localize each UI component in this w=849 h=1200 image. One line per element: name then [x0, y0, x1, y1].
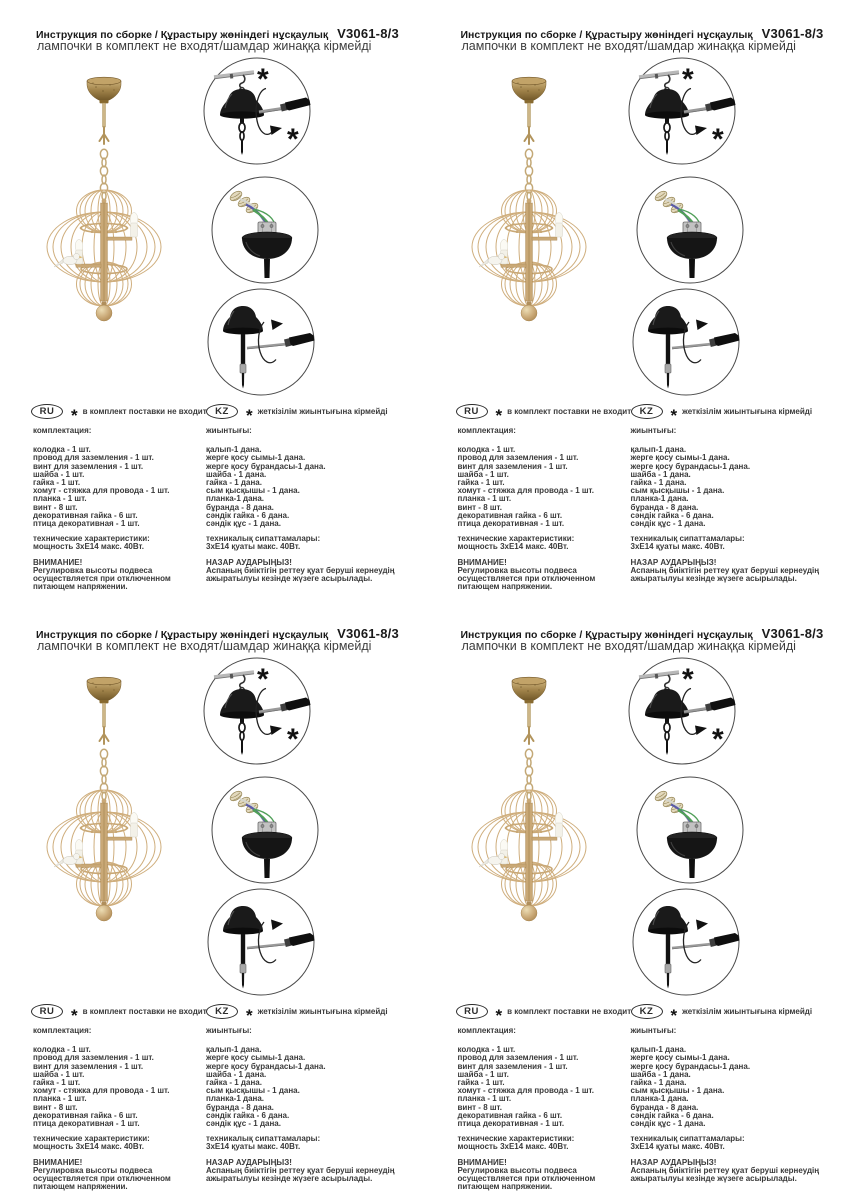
part-item: гайка - 1 дана. [206, 1078, 262, 1088]
part-item: колодка - 1 шт. [33, 1045, 91, 1055]
kz-footnote-text: жеткізілім жиынтығына кірмейді [257, 1007, 388, 1016]
footnote-asterisk: * [257, 63, 269, 96]
part-item: жерге қосу сымы-1 дана. [630, 453, 730, 463]
title-text: Инструкция по сборке / Құрастыру жөніндегі нұсқаулық [36, 629, 329, 641]
kz-warning-text: Аспаның биіктігін реттеу қуат беруші кернеудің ажыратылуы кезінде жүзеге асырылады. [206, 565, 395, 584]
footnote-asterisk: * [287, 123, 299, 156]
footnote-asterisk: * [246, 1005, 253, 1025]
part-item: хомут - стяжка для провода - 1 шт. [33, 486, 170, 496]
footnote-asterisk: * [287, 723, 299, 756]
part-item: бұранда - 8 дана. [630, 502, 699, 512]
kz-warning-title: НАЗАР АУДАРЫҢЫЗ! [630, 1157, 717, 1167]
instruction-subtitle: лампочки в комплект не входят/шамдар жинаққа кірмейді [461, 639, 796, 653]
part-item: гайка - 1 шт. [457, 478, 505, 488]
footnote-asterisk: * [711, 723, 724, 756]
part-item: провод для заземления - 1 шт. [33, 1053, 154, 1063]
ru-tech-title: технические характеристики: [33, 534, 150, 544]
part-item: планка - 1 шт. [33, 494, 87, 504]
ru-tech-value: мощность 3хЕ14 макс. 40Вт. [457, 542, 569, 552]
ru-badge: RU [31, 1004, 63, 1019]
assembly-step-1-diagram [627, 56, 737, 166]
kz-list-title: жиынтығы: [206, 426, 252, 435]
ru-warning-title: ВНИМАНИЕ! [33, 557, 83, 567]
assembly-step-1-diagram [202, 656, 312, 766]
part-item: сым қысқышы - 1 дана. [630, 1086, 725, 1096]
model-number: V3061-8/3 [761, 626, 824, 641]
kz-footnote-text: жеткізілім жиынтығына кірмейді [682, 407, 813, 416]
model-number: V3061-8/3 [337, 626, 399, 641]
ru-footnote-text: в комплект поставки не входит [82, 1007, 207, 1016]
kz-footnote [206, 1003, 388, 1025]
kz-tech-title: техникалық сипаттамалары: [630, 1134, 745, 1144]
assembly-step-2-diagram [210, 775, 320, 885]
ru-parts-column [33, 1027, 205, 1191]
part-item: шайба - 1 дана. [630, 469, 691, 479]
ru-warning-title: ВНИМАНИЕ! [457, 557, 507, 567]
kz-badge: KZ [631, 1004, 663, 1019]
part-item: птица декоративная - 1 шт. [457, 519, 565, 529]
part-item: сым қысқышы - 1 дана. [206, 1086, 300, 1096]
part-item: сәндік гайка - 6 дана. [630, 1110, 714, 1120]
part-item: жерге қосу бұрандасы-1 дана. [206, 461, 326, 471]
part-item: декоративная гайка - 6 шт. [457, 1110, 563, 1120]
part-item: қалып-1 дана. [206, 445, 262, 455]
ru-footnote [456, 403, 632, 425]
kz-warning [631, 559, 836, 584]
part-item: провод для заземления - 1 шт. [457, 1053, 579, 1063]
kz-warning-text: Аспаның биіктігін реттеу қуат беруші кернеудің ажыратылуы кезінде жүзеге асырылады. [206, 1165, 395, 1184]
part-item: жерге қосу бұрандасы-1 дана. [630, 461, 751, 471]
part-item: сәндік гайка - 6 дана. [206, 1110, 290, 1120]
part-item: гайка - 1 шт. [33, 478, 81, 488]
part-item: шайба - 1 дана. [206, 469, 267, 479]
kz-warning-text: Аспаның биіктігін реттеу қуат беруші кернеудің ажыратылуы кезінде жүзеге асырылады. [630, 1165, 820, 1184]
part-item: шайба - 1 шт. [33, 1069, 85, 1079]
assembly-step-3-diagram [206, 887, 316, 997]
part-item: сәндік құс - 1 дана. [630, 1119, 706, 1129]
ru-parts-column [458, 1027, 630, 1191]
kz-list-title: жиынтығы: [206, 1026, 252, 1035]
assembly-step-1-diagram [627, 656, 737, 766]
kz-warning-title: НАЗАР АУДАРЫҢЫЗ! [206, 1157, 292, 1167]
title-text: Инструкция по сборке / Құрастыру жөніндегі нұсқаулық [460, 629, 753, 641]
canopy-icon [87, 677, 121, 703]
footnote-asterisk: * [257, 663, 269, 696]
part-item: декоративная гайка - 6 шт. [457, 510, 563, 520]
kz-tech-specs [631, 535, 836, 551]
part-item: планка-1 дана. [630, 1094, 689, 1104]
model-number: V3061-8/3 [761, 26, 824, 41]
kz-tech-title: техникалық сипаттамалары: [630, 534, 745, 544]
assembly-step-2-diagram [635, 775, 745, 885]
ru-footnote [31, 1003, 207, 1025]
ru-parts-column [458, 427, 630, 591]
footnote-asterisk: * [670, 405, 678, 425]
ru-badge: RU [456, 404, 488, 419]
kz-footnote [631, 403, 813, 425]
kz-warning-text: Аспаның биіктігін реттеу қуат беруші кернеудің ажыратылуы кезінде жүзеге асырылады. [630, 565, 820, 584]
part-item: птица декоративная - 1 шт. [33, 1119, 140, 1129]
part-item: гайка - 1 дана. [630, 478, 687, 488]
part-item: бұранда - 8 дана. [206, 502, 274, 512]
kz-warning [631, 1159, 836, 1184]
footnote-asterisk: * [711, 123, 724, 156]
part-item: винт - 8 шт. [457, 1102, 502, 1112]
part-item: жерге қосу бұрандасы-1 дана. [630, 1061, 751, 1071]
part-item: қалып-1 дана. [630, 1045, 687, 1055]
footnote-asterisk: * [495, 1005, 503, 1025]
chandelier-illustration [30, 70, 190, 330]
part-item: планка-1 дана. [630, 494, 689, 504]
kz-tech-value: 3хЕ14 қуаты макс. 40Вт. [630, 1142, 725, 1152]
ru-tech-title: технические характеристики: [457, 534, 575, 544]
instruction-subtitle: лампочки в комплект не входят/шамдар жинаққа кірмейді [461, 39, 796, 53]
part-item: винт для заземления - 1 шт. [33, 461, 144, 471]
part-item: шайба - 1 дана. [630, 1069, 691, 1079]
ru-warning [33, 1159, 205, 1192]
chandelier-illustration [455, 70, 615, 330]
kz-badge: KZ [631, 404, 663, 419]
assembly-step-2-diagram [635, 175, 745, 285]
part-item: гайка - 1 шт. [457, 1078, 505, 1088]
ru-warning-text: Регулировка высоты подвеса осуществляется при отключенном питающем напряжении. [457, 1165, 596, 1192]
kz-tech-value: 3хЕ14 қуаты макс. 40Вт. [206, 542, 301, 552]
ru-warning [458, 559, 630, 592]
part-item: винт - 8 шт. [33, 502, 78, 512]
kz-tech-value: 3хЕ14 қуаты макс. 40Вт. [630, 542, 725, 552]
ru-warning-title: ВНИМАНИЕ! [457, 1157, 507, 1167]
kz-warning [206, 559, 411, 584]
ru-tech-specs [33, 1135, 205, 1151]
part-item: колодка - 1 шт. [33, 445, 91, 455]
footnote-asterisk: * [246, 405, 253, 425]
instruction-subtitle: лампочки в комплект не входят/шамдар жинаққа кірмейді [37, 39, 372, 53]
part-item: шайба - 1 шт. [457, 469, 509, 479]
part-item: сәндік құс - 1 дана. [206, 519, 281, 529]
ru-warning-title: ВНИМАНИЕ! [33, 1157, 83, 1167]
part-item: сым қысқышы - 1 дана. [206, 486, 300, 496]
part-item: декоративная гайка - 6 шт. [33, 510, 138, 520]
part-item: провод для заземления - 1 шт. [457, 453, 579, 463]
ru-tech-value: мощность 3хЕ14 макс. 40Вт. [33, 1142, 144, 1152]
part-item: жерге қосу сымы-1 дана. [206, 453, 306, 463]
ru-footnote-text: в комплект поставки не входит [507, 1007, 632, 1016]
part-item: провод для заземления - 1 шт. [33, 453, 154, 463]
kz-list-title: жиынтығы: [630, 1026, 677, 1035]
kz-footnote [631, 1003, 813, 1025]
part-item: жерге қосу бұрандасы-1 дана. [206, 1061, 326, 1071]
part-item: сәндік құс - 1 дана. [630, 519, 706, 529]
kz-parts-column [206, 1027, 411, 1183]
part-item: планка - 1 шт. [457, 1094, 512, 1104]
model-number: V3061-8/3 [337, 26, 399, 41]
footnote-asterisk: * [71, 405, 78, 425]
part-item: бұранда - 8 дана. [630, 1102, 699, 1112]
part-item: жерге қосу сымы-1 дана. [630, 1053, 730, 1063]
footnote-asterisk: * [71, 1005, 78, 1025]
title-text: Инструкция по сборке / Құрастыру жөніндегі нұсқаулық [460, 29, 753, 41]
part-item: шайба - 1 шт. [33, 469, 85, 479]
part-item: сым қысқышы - 1 дана. [630, 486, 725, 496]
instruction-sheet [425, 600, 849, 1200]
ru-warning [458, 1159, 630, 1192]
ru-tech-title: технические характеристики: [33, 1134, 150, 1144]
canopy-icon [87, 77, 121, 103]
canopy-icon [512, 77, 546, 103]
part-item: гайка - 1 дана. [630, 1078, 687, 1088]
part-item: винт для заземления - 1 шт. [33, 1061, 144, 1071]
part-item: бұранда - 8 дана. [206, 1102, 274, 1112]
part-item: сәндік құс - 1 дана. [206, 1119, 281, 1129]
footnote-asterisk: * [681, 63, 694, 96]
instruction-sheet [425, 0, 849, 600]
assembly-step-3-diagram [206, 287, 316, 397]
part-item: планка-1 дана. [206, 494, 265, 504]
ru-warning [33, 559, 205, 592]
ru-tech-value: мощность 3хЕ14 макс. 40Вт. [457, 1142, 569, 1152]
part-item: колодка - 1 шт. [457, 445, 516, 455]
part-item: винт - 8 шт. [457, 502, 502, 512]
ru-footnote [456, 1003, 632, 1025]
assembly-step-3-diagram [631, 887, 741, 997]
part-item: сәндік гайка - 6 дана. [630, 510, 714, 520]
stem-hook [100, 103, 109, 144]
kz-tech-value: 3хЕ14 қуаты макс. 40Вт. [206, 1142, 301, 1152]
instruction-sheet [0, 600, 425, 1200]
kz-tech-specs [206, 535, 411, 551]
part-item: сәндік гайка - 6 дана. [206, 510, 290, 520]
chandelier-illustration [30, 670, 190, 930]
kz-badge: KZ [206, 404, 238, 419]
ru-tech-value: мощность 3хЕ14 макс. 40Вт. [33, 542, 144, 552]
ru-warning-text: Регулировка высоты подвеса осуществляется при отключенном питающем напряжении. [33, 1165, 171, 1192]
ru-footnote [31, 403, 207, 425]
part-item: хомут - стяжка для провода - 1 шт. [457, 486, 594, 496]
instruction-sheet [0, 0, 425, 600]
part-item: планка-1 дана. [206, 1094, 265, 1104]
ru-tech-specs [458, 1135, 630, 1151]
part-item: гайка - 1 дана. [206, 478, 262, 488]
ru-badge: RU [31, 404, 63, 419]
kz-list-title: жиынтығы: [630, 426, 677, 435]
part-item: колодка - 1 шт. [457, 1045, 516, 1055]
ru-warning-text: Регулировка высоты подвеса осуществляется при отключенном питающем напряжении. [33, 565, 171, 592]
kz-tech-title: техникалық сипаттамалары: [206, 534, 321, 544]
canopy-icon [512, 677, 546, 703]
instruction-subtitle: лампочки в комплект не входят/шамдар жинаққа кірмейді [37, 639, 372, 653]
ru-tech-specs [33, 535, 205, 551]
kz-warning-title: НАЗАР АУДАРЫҢЫЗ! [206, 557, 292, 567]
kz-badge: KZ [206, 1004, 238, 1019]
ru-badge: RU [456, 1004, 488, 1019]
ru-warning-text: Регулировка высоты подвеса осуществляется при отключенном питающем напряжении. [457, 565, 596, 592]
stem-hook [100, 703, 109, 744]
stem-hook [524, 703, 533, 744]
part-item: гайка - 1 шт. [33, 1078, 81, 1088]
part-item: винт для заземления - 1 шт. [457, 1061, 568, 1071]
part-item: птица декоративная - 1 шт. [33, 519, 140, 529]
part-item: қалып-1 дана. [206, 1045, 262, 1055]
kz-tech-specs [206, 1135, 411, 1151]
kz-footnote-text: жеткізілім жиынтығына кірмейді [682, 1007, 813, 1016]
ru-tech-title: технические характеристики: [457, 1134, 575, 1144]
kz-parts-column [631, 1027, 836, 1183]
kz-footnote [206, 403, 388, 425]
kz-warning-title: НАЗАР АУДАРЫҢЫЗ! [630, 557, 717, 567]
footnote-asterisk: * [681, 663, 694, 696]
ru-footnote-text: в комплект поставки не входит [82, 407, 207, 416]
footnote-asterisk: * [670, 1005, 678, 1025]
part-item: хомут - стяжка для провода - 1 шт. [33, 1086, 170, 1096]
ru-footnote-text: в комплект поставки не входит [507, 407, 632, 416]
kz-tech-title: техникалық сипаттамалары: [206, 1134, 321, 1144]
part-item: планка - 1 шт. [457, 494, 512, 504]
part-item: қалып-1 дана. [630, 445, 687, 455]
part-item: планка - 1 шт. [33, 1094, 87, 1104]
ru-list-title: комплектация: [457, 1026, 516, 1035]
kz-parts-column [631, 427, 836, 583]
part-item: шайба - 1 шт. [457, 1069, 509, 1079]
title-text: Инструкция по сборке / Құрастыру жөніндегі нұсқаулық [36, 29, 329, 41]
ru-tech-specs [458, 535, 630, 551]
part-item: жерге қосу сымы-1 дана. [206, 1053, 306, 1063]
assembly-step-1-diagram [202, 56, 312, 166]
kz-footnote-text: жеткізілім жиынтығына кірмейді [257, 407, 388, 416]
stem-hook [524, 103, 533, 144]
assembly-step-2-diagram [210, 175, 320, 285]
kz-parts-column [206, 427, 411, 583]
part-item: декоративная гайка - 6 шт. [33, 1110, 138, 1120]
part-item: хомут - стяжка для провода - 1 шт. [457, 1086, 594, 1096]
part-item: шайба - 1 дана. [206, 1069, 267, 1079]
ru-list-title: комплектация: [33, 426, 92, 435]
assembly-step-3-diagram [631, 287, 741, 397]
part-item: винт - 8 шт. [33, 1102, 78, 1112]
part-item: птица декоративная - 1 шт. [457, 1119, 565, 1129]
kz-tech-specs [631, 1135, 836, 1151]
footnote-asterisk: * [495, 405, 503, 425]
chandelier-illustration [455, 670, 615, 930]
kz-warning [206, 1159, 411, 1184]
ru-parts-column [33, 427, 205, 591]
part-item: винт для заземления - 1 шт. [457, 461, 568, 471]
ru-list-title: комплектация: [457, 426, 516, 435]
ru-list-title: комплектация: [33, 1026, 92, 1035]
